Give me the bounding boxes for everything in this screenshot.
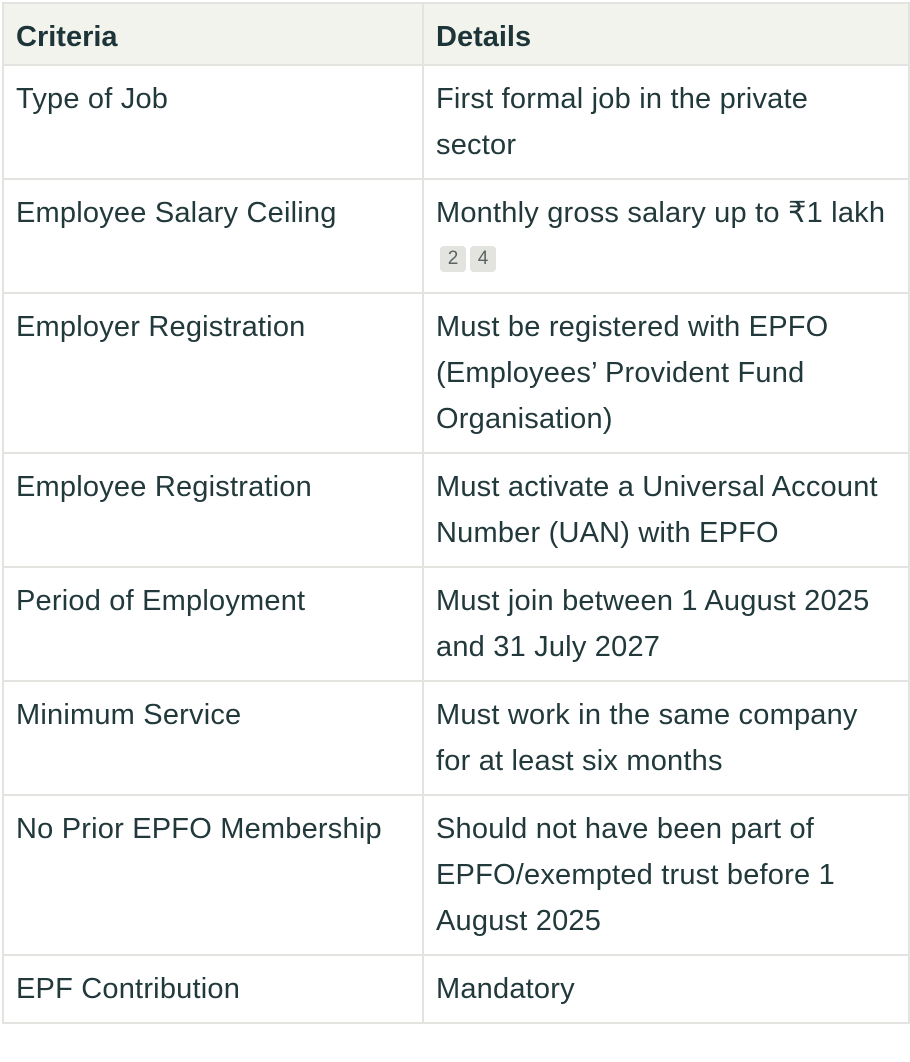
criteria-cell: Type of Job [3,65,423,179]
header-criteria: Criteria [3,3,423,65]
details-cell: Mandatory [423,955,909,1023]
criteria-cell: No Prior EPFO Membership [3,795,423,955]
table-row [3,955,909,1023]
citation-badge[interactable]: 4 [470,246,496,272]
table-row [3,293,909,453]
table-row [3,795,909,955]
details-cell: Should not have been part of EPFO/exempted trust before 1 August 2025 [423,795,909,955]
criteria-cell: Employee Registration [3,453,423,567]
criteria-table [2,2,910,1024]
criteria-cell: Minimum Service [3,681,423,795]
criteria-cell: Employee Salary Ceiling [3,179,423,293]
criteria-cell: Employer Registration [3,293,423,453]
table-row [3,65,909,179]
details-text: Monthly gross salary up to ₹1 lakh [436,197,886,229]
citation-badge[interactable]: 2 [440,246,466,272]
details-cell: First formal job in the private sector [423,65,909,179]
details-cell: Must work in the same company for at least six months [423,681,909,795]
details-cell [423,179,909,293]
table-row [3,681,909,795]
criteria-cell: Period of Employment [3,567,423,681]
details-cell: Must be registered with EPFO (Employees’ Provident Fund Organisation) [423,293,909,453]
table-header-row [3,3,909,65]
table-row [3,179,909,293]
table-row [3,453,909,567]
table-row [3,567,909,681]
details-cell: Must activate a Universal Account Number (UAN) with EPFO [423,453,909,567]
header-details: Details [423,3,909,65]
details-cell: Must join between 1 August 2025 and 31 July 2027 [423,567,909,681]
criteria-cell: EPF Contribution [3,955,423,1023]
